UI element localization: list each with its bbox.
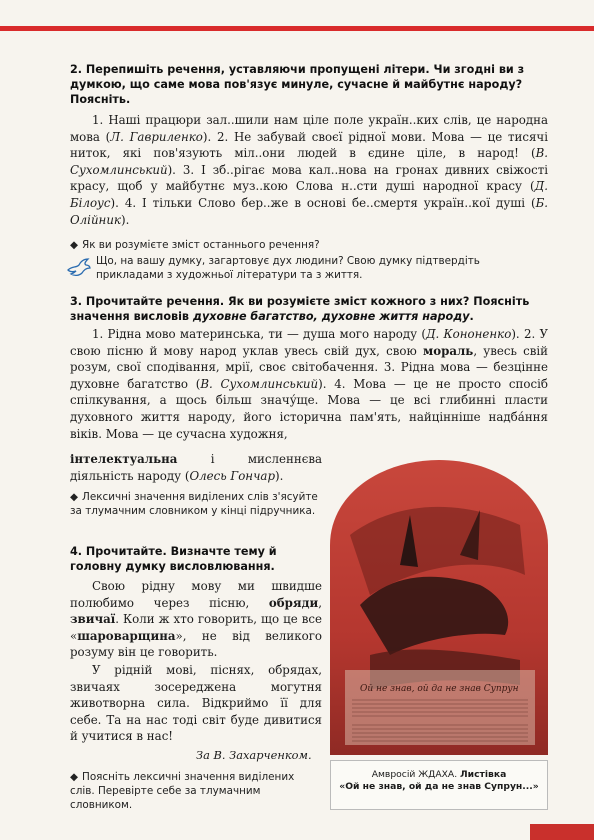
ex4-bold-customs: звичаї [70,612,116,627]
painting-postcard [330,455,548,755]
sentence-3: 3. І зб..рігає мова кал..нова на гронах дивних свіжості красу, щоб у майбутнє муз..кою Слова н..сти душі народної красу [70,162,548,194]
ex3-bold-intellectual: інтелектуальна [70,452,178,466]
exercise-4-paragraph-2: У рідній мові, піснях, обрядах, звичаях зосереджена могутня животворна сила. Відкриймо її для себе. Та на нас тоді світ буде дивитися й учитися в нас! [70,663,322,744]
diamond-bullet-icon: ◆ [70,239,78,251]
author-2: В. Сухомлинський [70,146,549,177]
question-1 [70,238,548,252]
ex3-author-4: Олесь Гончар [189,468,276,483]
postcard-script-text: Ой не знав, ой да не знав Супрун [360,684,519,694]
ex3-bold-moral: мораль [422,343,474,358]
exercise-3-text-cont: інтелектуальна і мисленнєва діяльність народу (Олесь Гончар). [70,452,322,483]
exercise-2-title: 2. Перепишіть речення, уставляючи пропущені літери. Чи згодні ви з думкою, що саме мова пов'язує минуле, сучасне й майбутнє народу? Поясніть. [70,63,525,106]
exercise-4-note-text: Поясніть лексичні значення виділених слів. Перевірте себе за тлумачним словником. [70,771,295,811]
ex3-sentence-1: 1. Рідна мово материнська, ти — душа мого народу [92,327,418,341]
exercise-4-author: За В. Захарченком. [196,748,312,762]
caption-type: Листівка [460,769,507,780]
ex3-sentence-4a: 4. Мова — це не просто спосіб спілкування, а щось більш значу́ще. Мова — це всі глибинні пласти духовного життя народу, його історична пам'ять, найцінніше надба́ння віків. Мова — це сучасна художня, [70,376,548,441]
exercise-4-paragraph-1 [70,578,322,661]
exercise-3-text: 1. Рідна мово материнська, ти — душа мого народу (Д. Кононенко). 2. У свою пісню й мову народ уклав увесь свій дух, свою мораль, увесь свій розум, свої сподівання, мрії, своє світобачення. 3. Рідна мова — безцінне духовне багатство (В. Сухомлинський). 4. Мова — це не просто спосіб спілкування, а щось більш значу́ще. Мова — це всі глибинні пласти духовного життя народу, його історична пам'ять, найцінніше надба́ння віків. Мова — це сучасна художня, [70,327,548,441]
exercise-3-title-text: 3. Прочитайте речення. Як ви розумієте зміст кожного з них? Поясніть значення висловів [70,295,530,323]
painting-image [330,455,548,755]
question-2: Що, на вашу думку, загартовує дух людини? Свою думку підтвердіть прикладами з художньої літератури та з життя. [96,255,480,281]
ex4-p1g: », не від великого розуму він це говорить. [70,628,322,660]
ex4-p1c: , [318,595,322,610]
author-1: Л. Гавриленко [110,129,203,144]
ex4-p1a: Свою рідну мову ми швидше полюбимо через пісню, [70,579,322,610]
top-red-bar [0,26,594,31]
ex3-sentence-2c: , увесь свій розум, свої сподівання, мрії, своє світобачення. 3. Рідна мова — безцінне духовне багатство [70,343,548,391]
author-4: Б. Олійник [70,195,548,227]
exercise-4-note [70,770,322,812]
ex4-p1e: . Коли ж хто говорить, що це все « [70,612,322,643]
dove-icon [66,256,92,278]
caption-author: Амвросій ЖДАХА. [371,769,458,780]
exercise-3-title: 3. Прочитайте речення. Як ви розумієте зміст кожного з них? Поясніть значення висловів духовне багатство, духовне життя народу. [70,295,530,323]
caption-title: «Ой не знав, ой да не знав Супрун...» [339,781,539,792]
exercise-3-title-italic: духовне багатство, духовне життя народу [192,310,470,323]
exercise-2-text: 1. Наші працюри зал..шили нам ціле поле україн..ких слів, це народна мова (Л. Гавриленко). 2. Не забувай своєї рідної мови. Мова — це тисячі ниток, які пов'язують міл..они людей в єдине ціле, в народ! (В. Сухомлинський). 3. І зб..рігає мова кал..нова на гронах дивних свіжості красу, щоб у майбутнє муз..кою Слова н..сти душі народної красу (Д. Білоус). 4. І тільки Слово бер..же в основі бе..смертя україн..кої душі (Б. Олійник). [70,113,549,227]
ex4-bold-rites: обряди [268,595,319,610]
ex4-bold-sharovarshchyna: шароварщина [77,628,176,643]
sentence-2: 2. Не забувай своєї рідної мови. Мова — це тисячі ниток, які пов'язують міл..они людей в єдине ціле, в народ! [70,129,548,161]
painting-caption [330,760,548,810]
author-3: Д. Білоус [70,179,548,210]
ex3-author-1: Д. Кононенко [425,327,512,341]
exercise-3-note [70,490,322,518]
sentence-4: 4. І тільки Слово бер..же в основі бе..смертя україн..кої душі [124,195,525,210]
ex3-sentence-2a: 2. У свою пісню й мову народ уклав увесь свій дух, свою [70,327,548,358]
diamond-bullet-icon: ◆ [70,491,78,503]
exercise-4-title: 4. Прочитайте. Визначте тему й головну думку висловлювання. [70,545,277,573]
question-1-text: Як ви розумієте зміст останнього речення? [82,239,320,251]
ex3-author-2: В. Сухомлинський [200,376,319,391]
diamond-bullet-icon: ◆ [70,771,78,783]
sentence-1: Наші працюри зал..шили нам ціле поле україн..ких слів, це народна мова [70,113,549,144]
ex3-sentence-4c: і мисленнєва діяльність народу [70,452,322,483]
sentence-number: 1. [92,113,104,127]
page-number-tab [530,824,594,840]
exercise-3-note-text: Лексичні значення виділених слів з'ясуйте за тлумачним словником у кінці підручника. [70,491,318,517]
